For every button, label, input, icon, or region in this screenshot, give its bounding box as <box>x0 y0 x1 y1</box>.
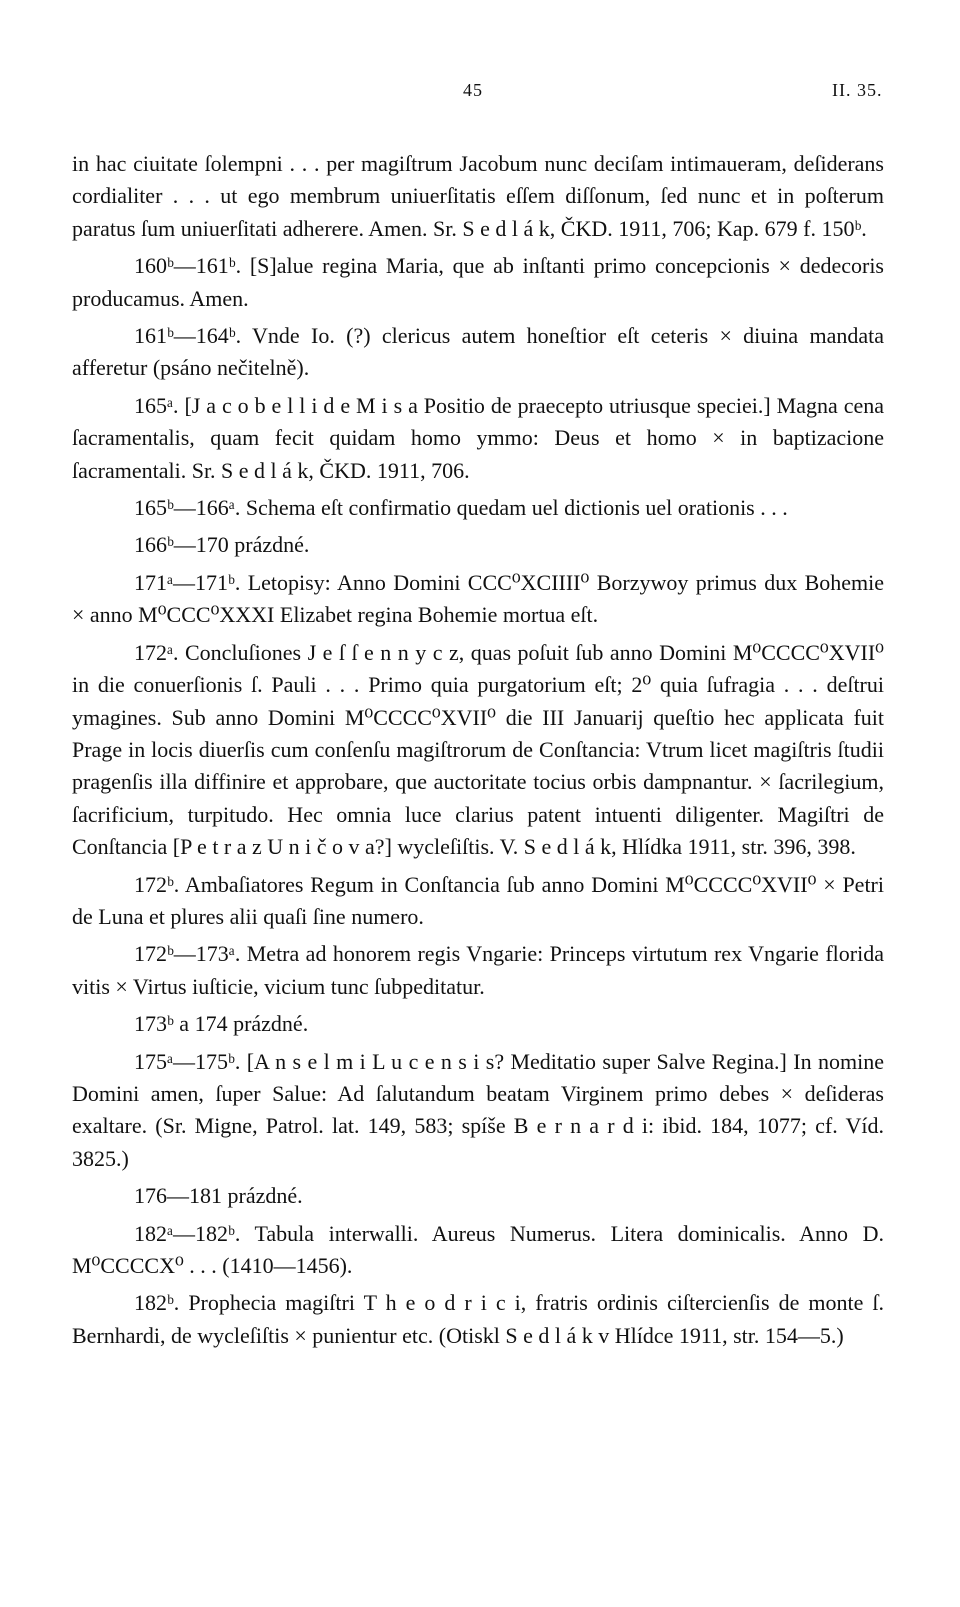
entry-paragraph: 176—181 prázdné. <box>134 1183 303 1209</box>
entry-paragraph: 161ᵇ—164ᵇ. Vnde Io. (?) clericus autem honeſtior eſt ceteris × diuina mandata afferetur (psáno nečitelně). <box>72 323 884 381</box>
entry-paragraph: 172ᵇ—173ᵃ. Metra ad honorem regis Vngarie: Princeps virtutum rex Vngarie florida vitis × Virtus iuſticie, vicium tunc ſubpeditatur. <box>72 941 884 999</box>
entry-paragraph: 175ᵃ—175ᵇ. [A n s e l m i L u c e n s i s? Meditatio super Salve Regina.] In nomine Domini amen, ſuper Salue: Ad ſalutandum beatam Virginem primo debes × deſideras exaltare. (Sr. Migne, Patrol. lat. 149, 583; spíše B e r n a r d i: ibid. 184, 1077; cf. Víd. 3825.) <box>72 1048 884 1171</box>
entry-paragraph: 172ᵃ. Concluſiones J e ſ ſ e n n y c z, quas poſuit ſub anno Domini M⁰CCCC⁰XVII⁰ in die conuerſionis ſ. Pauli . . . Primo quia purgatorium eſt; 2⁰ quia ſufragia . . . deſtrui ymagines. Sub anno Domini M⁰CCCC⁰XVII⁰ die III Januarij queſtio hec applicata fuit Prage in locis diuerſis cum conſenſu magiſtrorum de Conſtancia: Vtrum licet magiſtris ſtudii pragenſis illa diffinire et approbare, que auctoritate tocius orbis dampnantur. × ſacrilegium, ſacrificium, turpitudo. Hec omnia luce clarius patent intuenti diligenter. Magiſtri de Conſtancia [P e t r a z U n i č o v a?] wycleſiſtis. V. S e d l á k, Hlídka 1911, str. 396, 398. <box>72 639 884 860</box>
entry-paragraph: 182ᵃ—182ᵇ. Tabula interwalli. Aureus Numerus. Litera dominicalis. Anno D. M⁰CCCCX⁰ . . . (1410—1456). <box>72 1220 884 1278</box>
entry-paragraph: 165ᵇ—166ᵃ. Schema eſt confirmatio quedam uel dictionis uel orationis . . . <box>134 495 788 521</box>
entry-paragraph: 165ᵃ. [J a c o b e l l i d e M i s a Positio de praecepto utriusque speciei.] Magna cena ſacramentalis, quam fecit quidam homo ymmo: Deus et homo × in baptizacione ſacramentali. Sr. S e d l á k, ČKD. 1911, 706. <box>72 392 884 483</box>
entry-paragraph: 173ᵇ a 174 prázdné. <box>134 1011 309 1037</box>
page-number: 45 <box>463 80 483 100</box>
page-body <box>72 148 884 1357</box>
entry-paragraph: 160ᵇ—161ᵇ. [S]alue regina Maria, que ab inſtanti primo concepcionis × dedecoris producamus. Amen. <box>72 253 884 311</box>
entry-paragraph: 166ᵇ—170 prázdné. <box>134 532 310 558</box>
entry-paragraph: 171ᵃ—171ᵇ. Letopisy: Anno Domini CCC⁰XCIIII⁰ Borzywoy primus dux Bohemie × anno M⁰CCC⁰XXXI Elizabet regina Bohemie mortua eſt. <box>72 569 884 628</box>
section-signature: II. 35. <box>832 80 883 100</box>
entry-paragraph: 172ᵇ. Ambaſiatores Regum in Conſtancia ſub anno Domini M⁰CCCC⁰XVII⁰ × Petri de Luna et plures alii quaſi ſine numero. <box>72 871 884 929</box>
entry-paragraph: in hac ciuitate ſolempni . . . per magiſtrum Jacobum nunc deciſam intimaueram, deſiderans cordialiter . . . ut ego membrum uniuerſitatis eſſem diſſonum, ſed nunc et in poſterum paratus ſum uniuerſitati adherere. Amen. Sr. S e d l á k, ČKD. 1911, 706; Kap. 679 f. 150ᵇ. <box>72 151 884 241</box>
entry-paragraph: 182ᵇ. Prophecia magiſtri T h e o d r i c i, fratris ordinis ciſtercienſis de monte ſ. Bernhardi, de wycleſiſtis × punientur etc. (Otiskl S e d l á k v Hlídce 1911, str. 154—5.) <box>72 1290 884 1348</box>
